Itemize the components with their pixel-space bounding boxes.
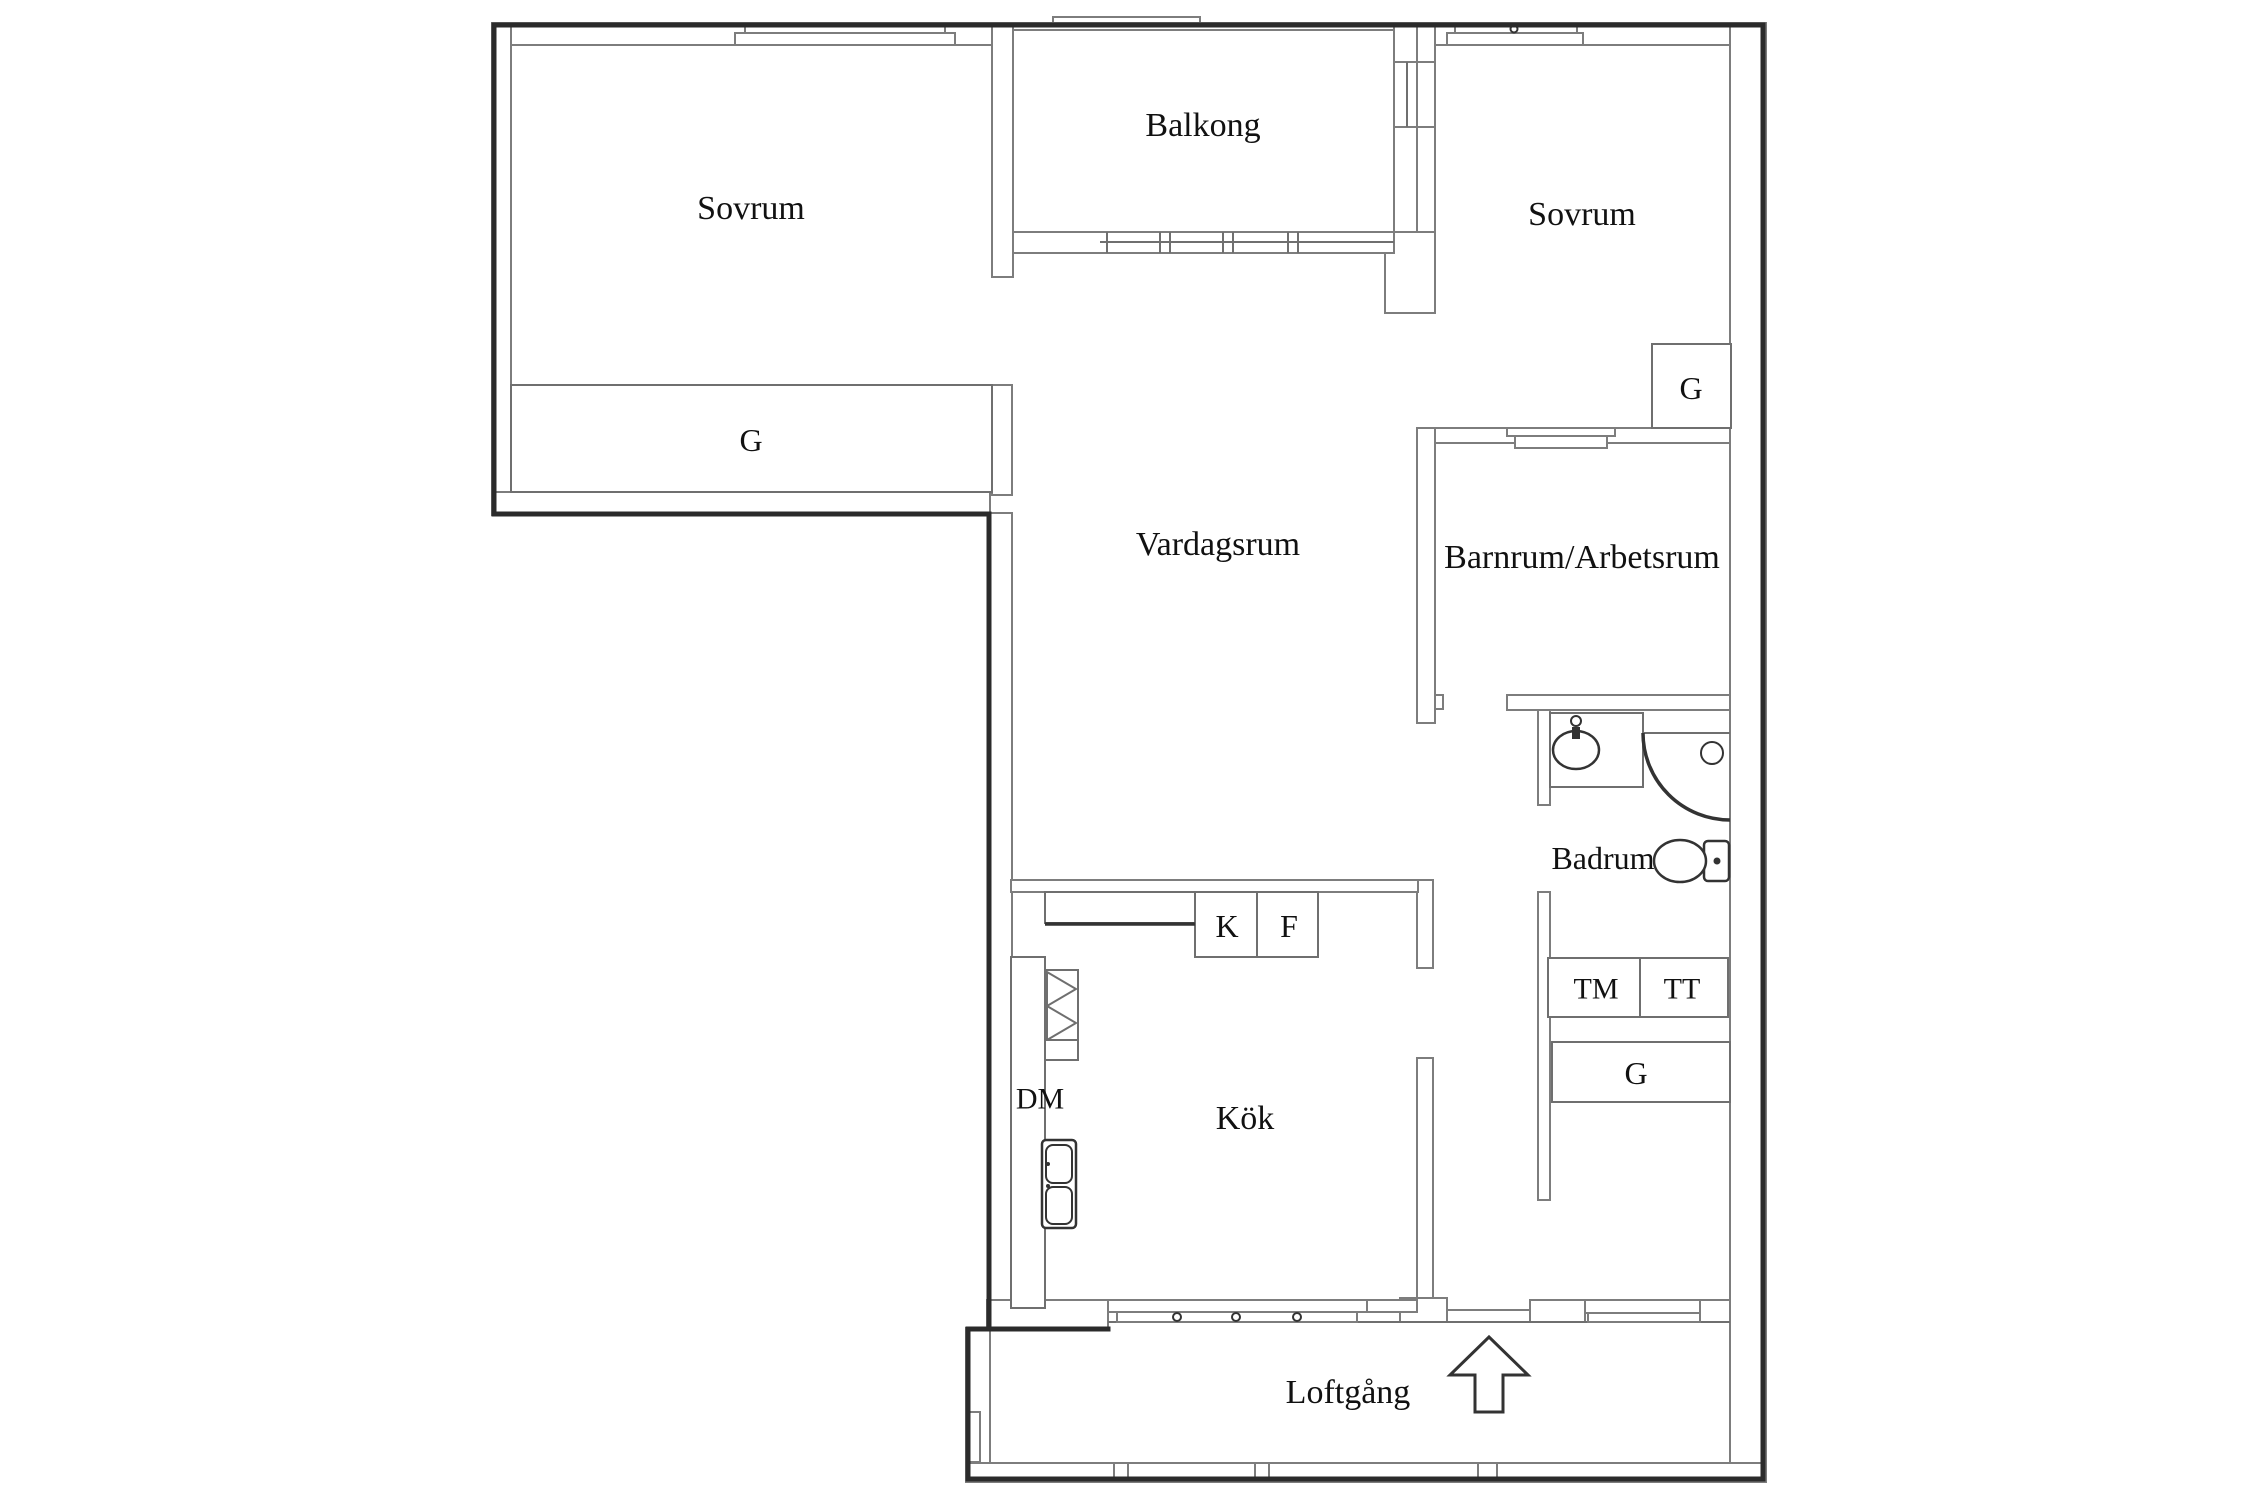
wall-segment	[992, 23, 1013, 277]
sink-tap-dot	[1046, 1162, 1050, 1166]
kitchen-counter	[1045, 892, 1195, 923]
label-wardrobe-hall: G	[1624, 1055, 1648, 1092]
window-sill	[735, 33, 955, 45]
window-sill	[1515, 436, 1607, 448]
sink-tap-dot	[1046, 1184, 1050, 1188]
wall-segment	[988, 513, 1012, 1327]
wall-segment	[1538, 710, 1550, 805]
window-vent-icon	[1173, 1313, 1181, 1321]
wall-segment	[1417, 880, 1433, 968]
balcony-door-leaf	[1417, 62, 1435, 127]
wall-segment	[1417, 1058, 1433, 1322]
sink-bowl	[1046, 1187, 1072, 1224]
wall-segment	[1417, 428, 1435, 723]
label-washing-machine: TM	[1573, 972, 1619, 1006]
entrance-arrow-icon	[1450, 1337, 1528, 1412]
room-label-balkong: Balkong	[1145, 106, 1261, 144]
kitchen-window	[1108, 1300, 1367, 1312]
sink-tap-icon	[1571, 716, 1581, 726]
wall-segment	[1538, 892, 1550, 1200]
room-label-loftgang: Loftgång	[1285, 1373, 1411, 1411]
window-vent-icon	[1232, 1313, 1240, 1321]
shower-drain-icon	[1701, 742, 1723, 764]
label-fridge: K	[1215, 908, 1239, 945]
wall-segment	[1367, 1300, 1417, 1312]
label-wardrobe-sovrum: G	[1679, 370, 1703, 407]
room-label-sovrum-left: Sovrum	[697, 189, 805, 227]
label-wardrobe-left: G	[739, 422, 763, 459]
room-label-barnrum: Barnrum/Arbetsrum	[1444, 538, 1720, 576]
wall-segment	[1530, 1300, 1585, 1322]
balcony-top-rail	[1053, 17, 1200, 23]
entrance-threshold	[1447, 1310, 1530, 1322]
label-freezer: F	[1280, 908, 1298, 945]
counter-box	[1045, 1040, 1078, 1060]
wall-segment	[987, 1300, 1108, 1329]
balcony-railing	[1013, 232, 1394, 253]
room-label-vardagsrum: Vardagsrum	[1135, 525, 1301, 563]
label-tumble-dryer: TT	[1663, 972, 1701, 1006]
wall-segment	[1507, 695, 1766, 710]
window-sill	[1447, 33, 1583, 45]
kitchen-cabinet-strip	[1011, 957, 1045, 1308]
room-label-sovrum-right: Sovrum	[1528, 195, 1636, 233]
walkway-end-window	[969, 1412, 980, 1462]
wall-segment	[992, 385, 1012, 495]
label-dishwasher: DM	[1015, 1082, 1065, 1116]
room-label-kok: Kök	[1215, 1099, 1275, 1137]
entrance-door	[1585, 1300, 1700, 1313]
entrance-door-sill	[1588, 1313, 1700, 1322]
room-label-badrum: Badrum	[1551, 840, 1655, 877]
wall-segment	[1700, 1300, 1730, 1322]
sink-tap-stem	[1572, 727, 1580, 739]
wall-segment	[1435, 695, 1443, 709]
toilet-icon	[1654, 840, 1706, 882]
balcony-door	[1394, 62, 1417, 127]
toilet-flush-dot	[1714, 858, 1721, 865]
window	[1507, 428, 1615, 436]
wall-segment	[1011, 880, 1418, 892]
window-vent-icon	[1293, 1313, 1301, 1321]
